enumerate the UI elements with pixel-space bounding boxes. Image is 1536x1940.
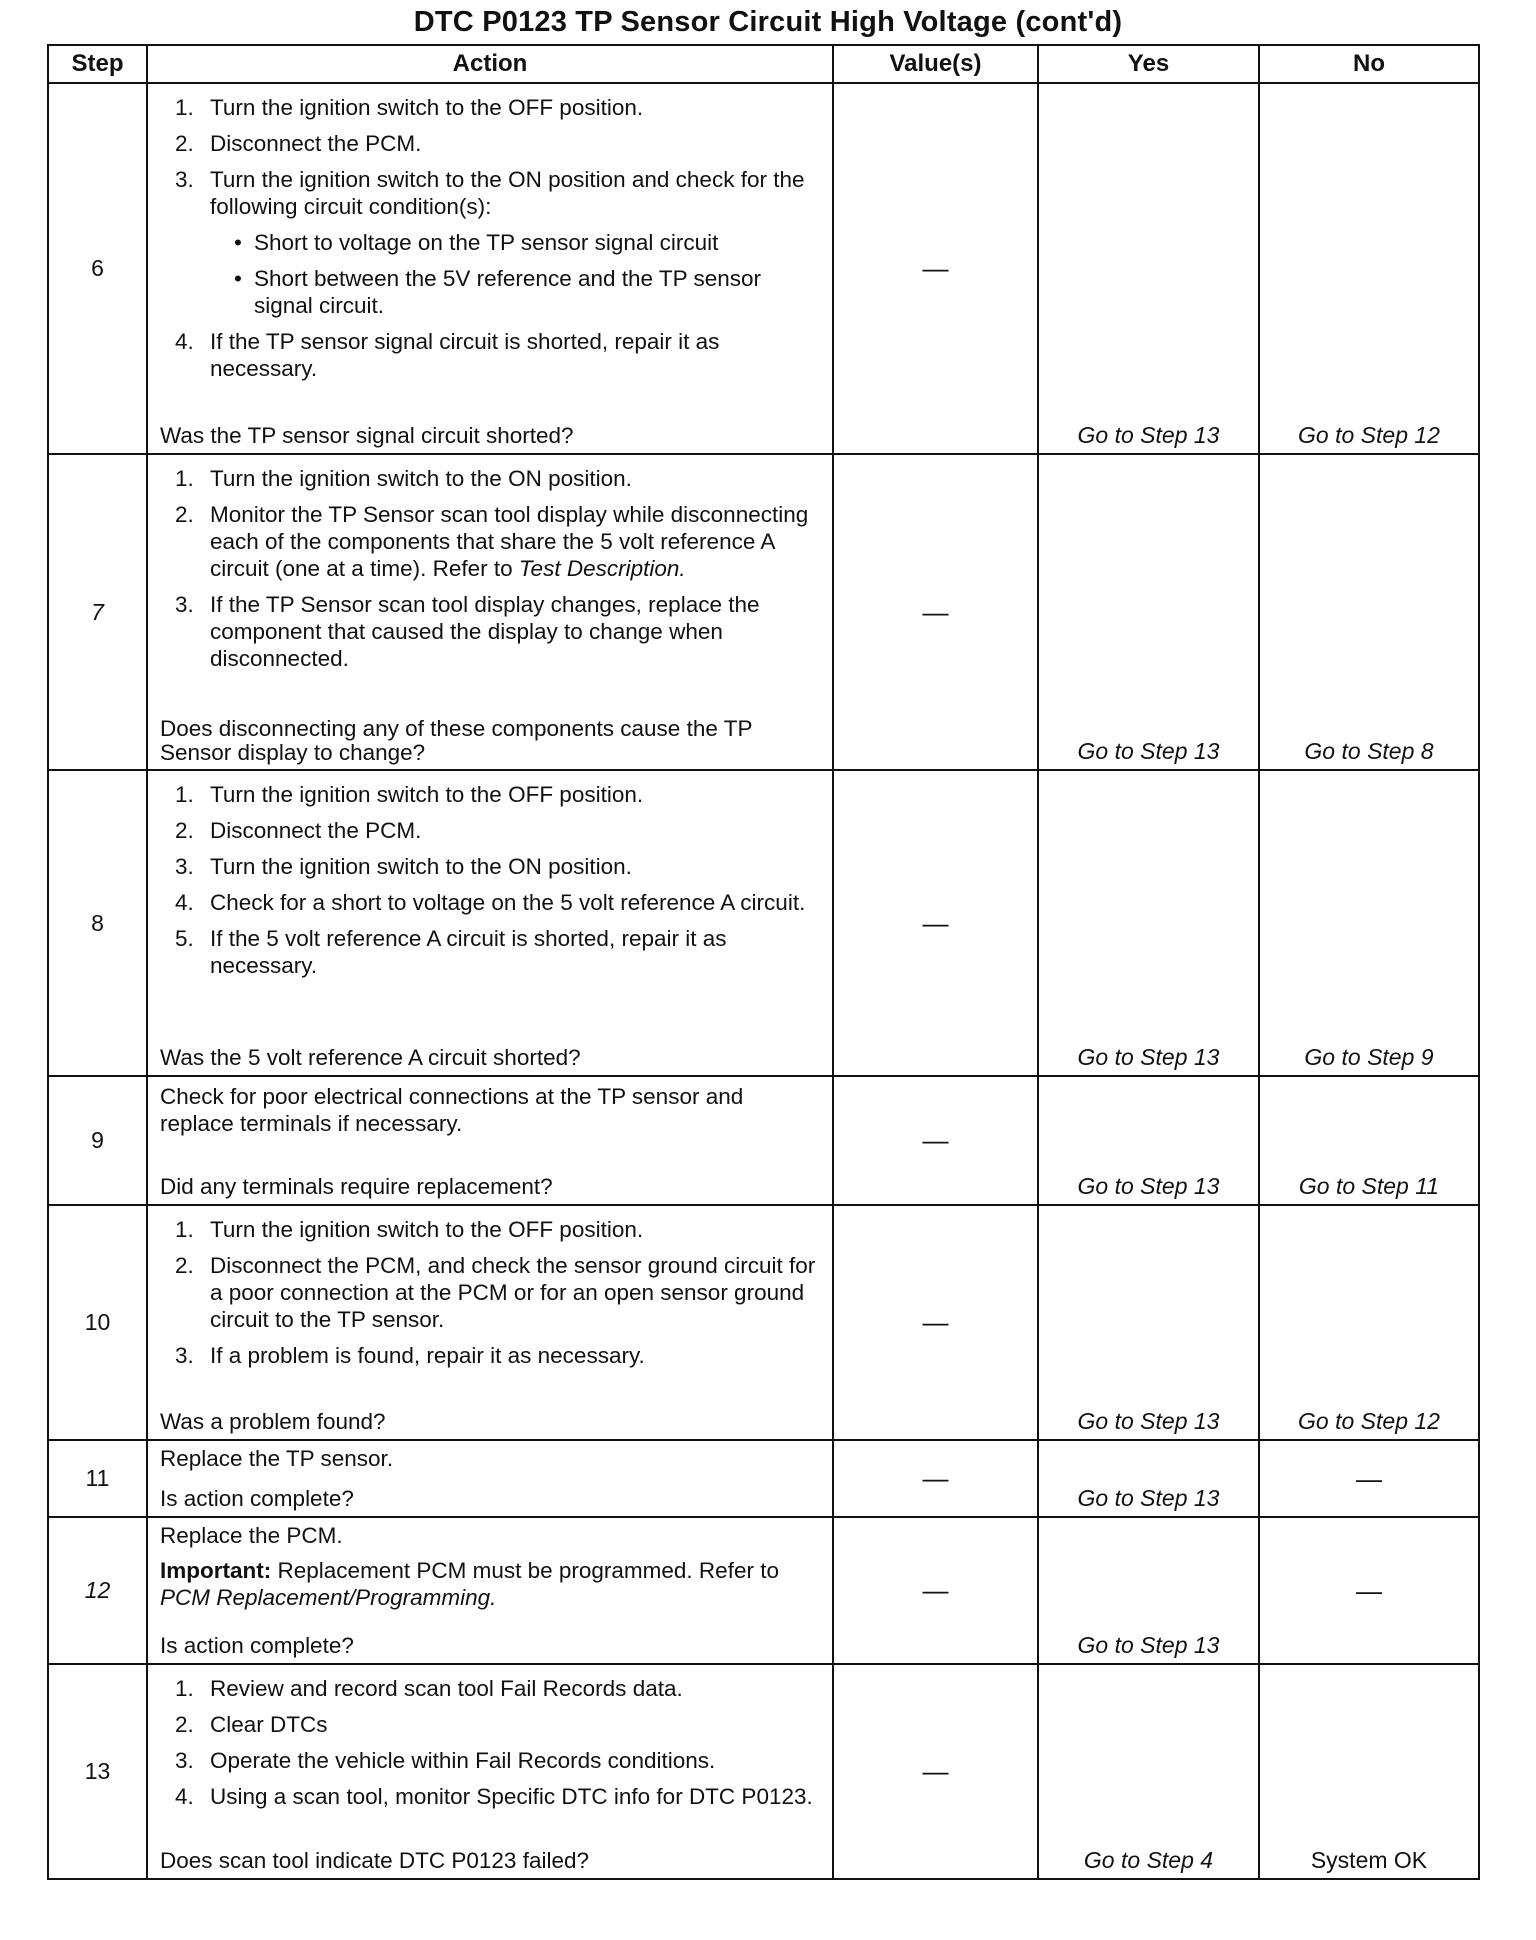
- action-step: 3. If the TP Sensor scan tool display changes, replace the component that caused the display to change when disconnected.: [200, 591, 822, 672]
- action-step: 1. Turn the ignition switch to the ON position.: [200, 465, 822, 492]
- action-steps: [160, 1216, 822, 1369]
- yes-result: Go to Step 13: [1077, 422, 1220, 448]
- no-cell: [1259, 83, 1479, 454]
- diagnostic-table: [47, 44, 1480, 1880]
- yes-cell: [1038, 1205, 1259, 1440]
- action-cell: [147, 1076, 833, 1205]
- step-number: 13: [48, 1664, 147, 1879]
- step-number: 11: [48, 1440, 147, 1517]
- action-cell: [147, 1205, 833, 1440]
- action-cell: [147, 83, 833, 454]
- action-step: 5. If the 5 volt reference A circuit is shorted, repair it as necessary.: [200, 925, 822, 979]
- condition-list: [210, 229, 822, 319]
- header-step: Step: [48, 45, 147, 83]
- reference-link-text: PCM Replacement/Programming.: [160, 1585, 497, 1610]
- value-cell: —: [833, 1664, 1038, 1879]
- step-number: 9: [48, 1076, 147, 1205]
- no-result: —: [1356, 1575, 1382, 1605]
- step-question: Did any terminals require replacement?: [160, 1174, 553, 1199]
- reference-link-text: Test Description.: [518, 556, 686, 581]
- yes-cell: [1038, 1664, 1259, 1879]
- header-yes: Yes: [1038, 45, 1259, 83]
- action-step-text: Monitor the TP Sensor scan tool display while disconnecting each of the components that share the 5 volt reference A circuit (one at a time). Refer to: [210, 502, 809, 581]
- value-cell: —: [833, 1205, 1038, 1440]
- table-row: [48, 1664, 1479, 1879]
- action-steps: [160, 781, 822, 979]
- header-values: Value(s): [833, 45, 1038, 83]
- table-row: [48, 83, 1479, 454]
- action-step: 4. If the TP sensor signal circuit is shorted, repair it as necessary.: [200, 328, 822, 382]
- action-step: 2. Clear DTCs: [200, 1711, 822, 1738]
- action-cell: [147, 1664, 833, 1879]
- action-step: 4. Using a scan tool, monitor Specific DTC info for DTC P0123.: [200, 1783, 822, 1810]
- no-result: Go to Step 8: [1304, 738, 1434, 764]
- step-question: Does scan tool indicate DTC P0123 failed?: [160, 1848, 589, 1873]
- action-step: 1. Review and record scan tool Fail Records data.: [200, 1675, 822, 1702]
- no-result: Go to Step 12: [1298, 1408, 1440, 1434]
- step-question: Was a problem found?: [160, 1409, 386, 1434]
- page-title: DTC P0123 TP Sensor Circuit High Voltage (cont'd): [413, 6, 1123, 38]
- important-label: Important:: [160, 1558, 272, 1583]
- important-note: [160, 1557, 822, 1611]
- yes-result: Go to Step 13: [1077, 738, 1220, 764]
- yes-cell: [1038, 1076, 1259, 1205]
- yes-cell: [1038, 1517, 1259, 1664]
- no-result: Go to Step 9: [1304, 1044, 1434, 1070]
- no-cell: [1259, 454, 1479, 770]
- table-row: [48, 1205, 1479, 1440]
- yes-cell: [1038, 1440, 1259, 1517]
- yes-result: Go to Step 4: [1083, 1847, 1214, 1873]
- action-step: 3. If a problem is found, repair it as necessary.: [200, 1342, 822, 1369]
- no-cell: [1259, 1664, 1479, 1879]
- yes-cell: [1038, 83, 1259, 454]
- action-step: 1. Turn the ignition switch to the OFF position.: [200, 1216, 822, 1243]
- action-cell: [147, 1517, 833, 1664]
- action-cell: [147, 770, 833, 1076]
- action-text: Replace the PCM.: [160, 1523, 343, 1548]
- important-text: Replacement PCM must be programmed. Refer to: [277, 1558, 779, 1583]
- action-step: 2. Disconnect the PCM.: [200, 130, 822, 157]
- condition-item: • Short between the 5V reference and the TP sensor signal circuit.: [234, 265, 822, 319]
- no-cell: [1259, 1076, 1479, 1205]
- table-header-row: [48, 45, 1479, 83]
- step-question: Was the 5 volt reference A circuit shorted?: [160, 1045, 581, 1070]
- yes-result: Go to Step 13: [1077, 1044, 1220, 1070]
- no-result: Go to Step 11: [1298, 1173, 1440, 1199]
- header-no: No: [1259, 45, 1479, 83]
- no-cell: [1259, 1205, 1479, 1440]
- table-row: [48, 454, 1479, 770]
- step-number: 10: [48, 1205, 147, 1440]
- value-cell: —: [833, 1076, 1038, 1205]
- action-step-text: Turn the ignition switch to the ON position and check for the following circuit condition(s):: [210, 167, 805, 219]
- table-row: [48, 770, 1479, 1076]
- yes-cell: [1038, 454, 1259, 770]
- action-step: 1. Turn the ignition switch to the OFF position.: [200, 94, 822, 121]
- no-result: System OK: [1310, 1847, 1428, 1873]
- yes-cell: [1038, 770, 1259, 1076]
- step-number: 7: [48, 454, 147, 770]
- no-result: Go to Step 12: [1298, 422, 1440, 448]
- yes-result: Go to Step 13: [1077, 1632, 1220, 1658]
- step-number: 8: [48, 770, 147, 1076]
- action-cell: [147, 454, 833, 770]
- header-action: Action: [147, 45, 833, 83]
- condition-item: • Short to voltage on the TP sensor signal circuit: [234, 229, 822, 256]
- action-steps: [160, 465, 822, 672]
- yes-result: Go to Step 13: [1077, 1485, 1220, 1511]
- value-cell: —: [833, 1517, 1038, 1664]
- value-cell: —: [833, 1440, 1038, 1517]
- action-step: 3. Operate the vehicle within Fail Records conditions.: [200, 1747, 822, 1774]
- action-steps: [160, 1675, 822, 1810]
- value-cell: —: [833, 83, 1038, 454]
- action-step: 4. Check for a short to voltage on the 5 volt reference A circuit.: [200, 889, 822, 916]
- value-cell: —: [833, 770, 1038, 1076]
- action-steps: [160, 94, 822, 382]
- no-cell: [1259, 1440, 1479, 1517]
- action-step: 1. Turn the ignition switch to the OFF position.: [200, 781, 822, 808]
- action-text: Check for poor electrical connections at the TP sensor and replace terminals if necessary.: [160, 1084, 744, 1136]
- step-question: Is action complete?: [160, 1486, 354, 1511]
- action-text: Replace the TP sensor.: [160, 1446, 394, 1471]
- action-cell: [147, 1440, 833, 1517]
- action-step: 2. Disconnect the PCM.: [200, 817, 822, 844]
- no-cell: [1259, 1517, 1479, 1664]
- step-number: 6: [48, 83, 147, 454]
- table-row: [48, 1440, 1479, 1517]
- no-cell: [1259, 770, 1479, 1076]
- value-cell: —: [833, 454, 1038, 770]
- step-number: 12: [48, 1517, 147, 1664]
- action-step: 3. Turn the ignition switch to the ON position.: [200, 853, 822, 880]
- yes-result: Go to Step 13: [1077, 1408, 1220, 1434]
- step-question: Does disconnecting any of these components cause the TP Sensor display to change?: [160, 716, 753, 765]
- yes-result: Go to Step 13: [1077, 1173, 1220, 1199]
- table-row: [48, 1517, 1479, 1664]
- action-step: [200, 501, 822, 582]
- action-step: [200, 166, 822, 319]
- step-question: Was the TP sensor signal circuit shorted?: [160, 423, 574, 448]
- no-result: —: [1356, 1463, 1382, 1493]
- step-question: Is action complete?: [160, 1633, 354, 1658]
- action-step: 2. Disconnect the PCM, and check the sensor ground circuit for a poor connection at the PCM or for an open sensor ground circuit to the TP sensor.: [200, 1252, 822, 1333]
- table-row: [48, 1076, 1479, 1205]
